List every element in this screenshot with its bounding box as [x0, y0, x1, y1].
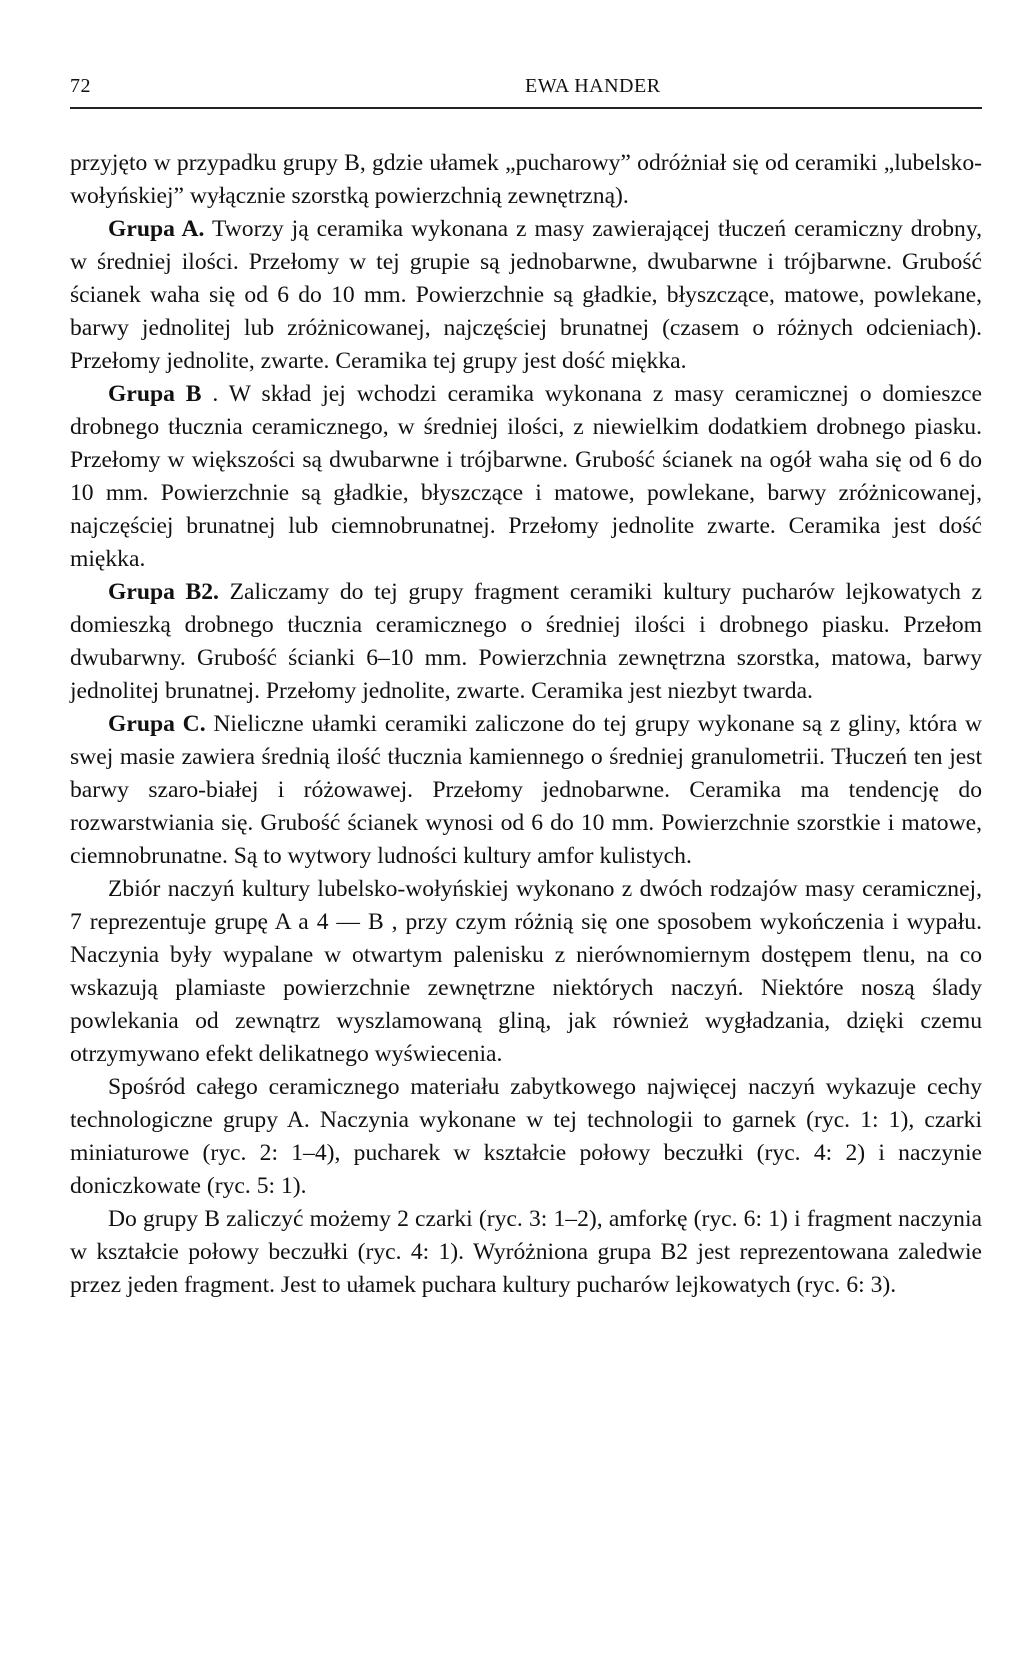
page-number: 72 [70, 75, 91, 97]
group-label: Grupa C. [108, 711, 206, 737]
paragraph-text: Do grupy B zaliczyć możemy 2 czarki (ryc. 3: 1–2), amforkę (ryc. 6: 1) i fragment naczynia w kształcie połowy beczułki (ryc. 4: 1). Wyróżniona grupa B2 jest reprezentowana zaledwie przez jeden fragment. Jest to ułamek puchara kultury pucharów lejkowatych (ryc. 6: 3). [70, 1206, 982, 1298]
paragraph-text: Zaliczamy do tej grupy fragment ceramiki kultury pucharów lejkowatych z domieszką drobnego tłucznia ceramicznego o średniej ilości i drobnego piasku. Przełom dwubarwny. Grubość ścianki 6–10 mm. Powierzchnia zewnętrzna szorstka, matowa, barwy jednolitej brunatnej. Przełomy jednolite, zwarte. Ceramika jest niezbyt twarda. [70, 579, 982, 704]
paragraph-group-c [70, 708, 982, 873]
paragraph-group-a [70, 213, 982, 378]
running-header [70, 75, 982, 105]
paragraph-text: Tworzy ją ceramika wykonana z masy zawierającej tłuczeń ceramiczny drobny, w średniej ilości. Przełomy w tej grupie są jednobarwne, dwubarwne i trójbarwne. Grubość ścianek waha się od 6 do 10 mm. Powierzchnie są gładkie, błyszczące, matowe, powlekane, barwy jednolitej lub zróżnicowanej, najczęściej brunatnej (czasem o różnych odcieniach). Przełomy jednolite, zwarte. Ceramika tej grupy jest dość miękka. [70, 216, 982, 374]
body-text [70, 147, 982, 1302]
group-label: Grupa A. [108, 216, 205, 242]
header-rule [70, 107, 982, 109]
paragraph [70, 1071, 982, 1203]
paragraph-text: przyjęto w przypadku grupy B, gdzie ułamek „pucharowy” odróżniał się od ceramiki „lubelsko-wołyńskiej” wyłącznie szorstką powierzchnią zewnętrzną). [70, 150, 982, 209]
running-title: EWA HANDER [525, 75, 661, 97]
group-label: Grupa B [108, 381, 202, 407]
group-label: Grupa B2. [108, 579, 219, 605]
paragraph-text: Zbiór naczyń kultury lubelsko-wołyńskiej wykonano z dwóch rodzajów masy ceramicznej, 7 reprezentuje grupę A a 4 — B , przy czym różnią się one sposobem wykończenia i wypału. Naczynia były wypalane w otwartym palenisku z nierównomiernym dostępem tlenu, na co wskazują plamiaste powierzchnie zewnętrzne niektórych naczyń. Niektóre noszą ślady powlekania od zewnątrz wyszlamowaną gliną, jak również wygładzania, dzięki czemu otrzymywano efekt delikatnego wyświecenia. [70, 876, 982, 1067]
paragraph-text: . W skład jej wchodzi ceramika wykonana z masy ceramicznej o domieszce drobnego tłucznia ceramicznego, w średniej ilości, z niewielkim dodatkiem drobnego piasku. Przełomy w większości są dwubarwne i trójbarwne. Grubość ścianek na ogół waha się od 6 do 10 mm. Powierzchnie są gładkie, błyszczące i matowe, powlekane, barwy zróżnicowanej, najczęściej brunatnej lub ciemnobrunatnej. Przełomy jednolite zwarte. Ceramika jest dość miękka. [70, 381, 983, 572]
paragraph-text: Nieliczne ułamki ceramiki zaliczone do tej grupy wykonane są z gliny, która w swej masie zawiera średnią ilość tłucznia kamiennego o średniej granulometrii. Tłuczeń ten jest barwy szaro-białej i różowawej. Przełomy jednobarwne. Ceramika ma tendencję do rozwarstwiania się. Grubość ścianek wynosi od 6 do 10 mm. Powierzchnie szorstkie i matowe, ciemnobrunatne. Są to wytwory ludności kultury amfor kulistych. [70, 711, 983, 869]
paragraph-group-b2 [70, 576, 982, 708]
paragraph [70, 147, 982, 213]
paragraph [70, 873, 982, 1071]
paragraph [70, 1203, 982, 1302]
page [70, 75, 983, 1298]
paragraph-group-b [70, 378, 982, 576]
paragraph-text: Spośród całego ceramicznego materiału zabytkowego najwięcej naczyń wykazuje cechy technologiczne grupy A. Naczynia wykonane w tej technologii to garnek (ryc. 1: 1), czarki miniaturowe (ryc. 2: 1–4), pucharek w kształcie połowy beczułki (ryc. 4: 2) i naczynie doniczkowate (ryc. 5: 1). [70, 1074, 982, 1199]
